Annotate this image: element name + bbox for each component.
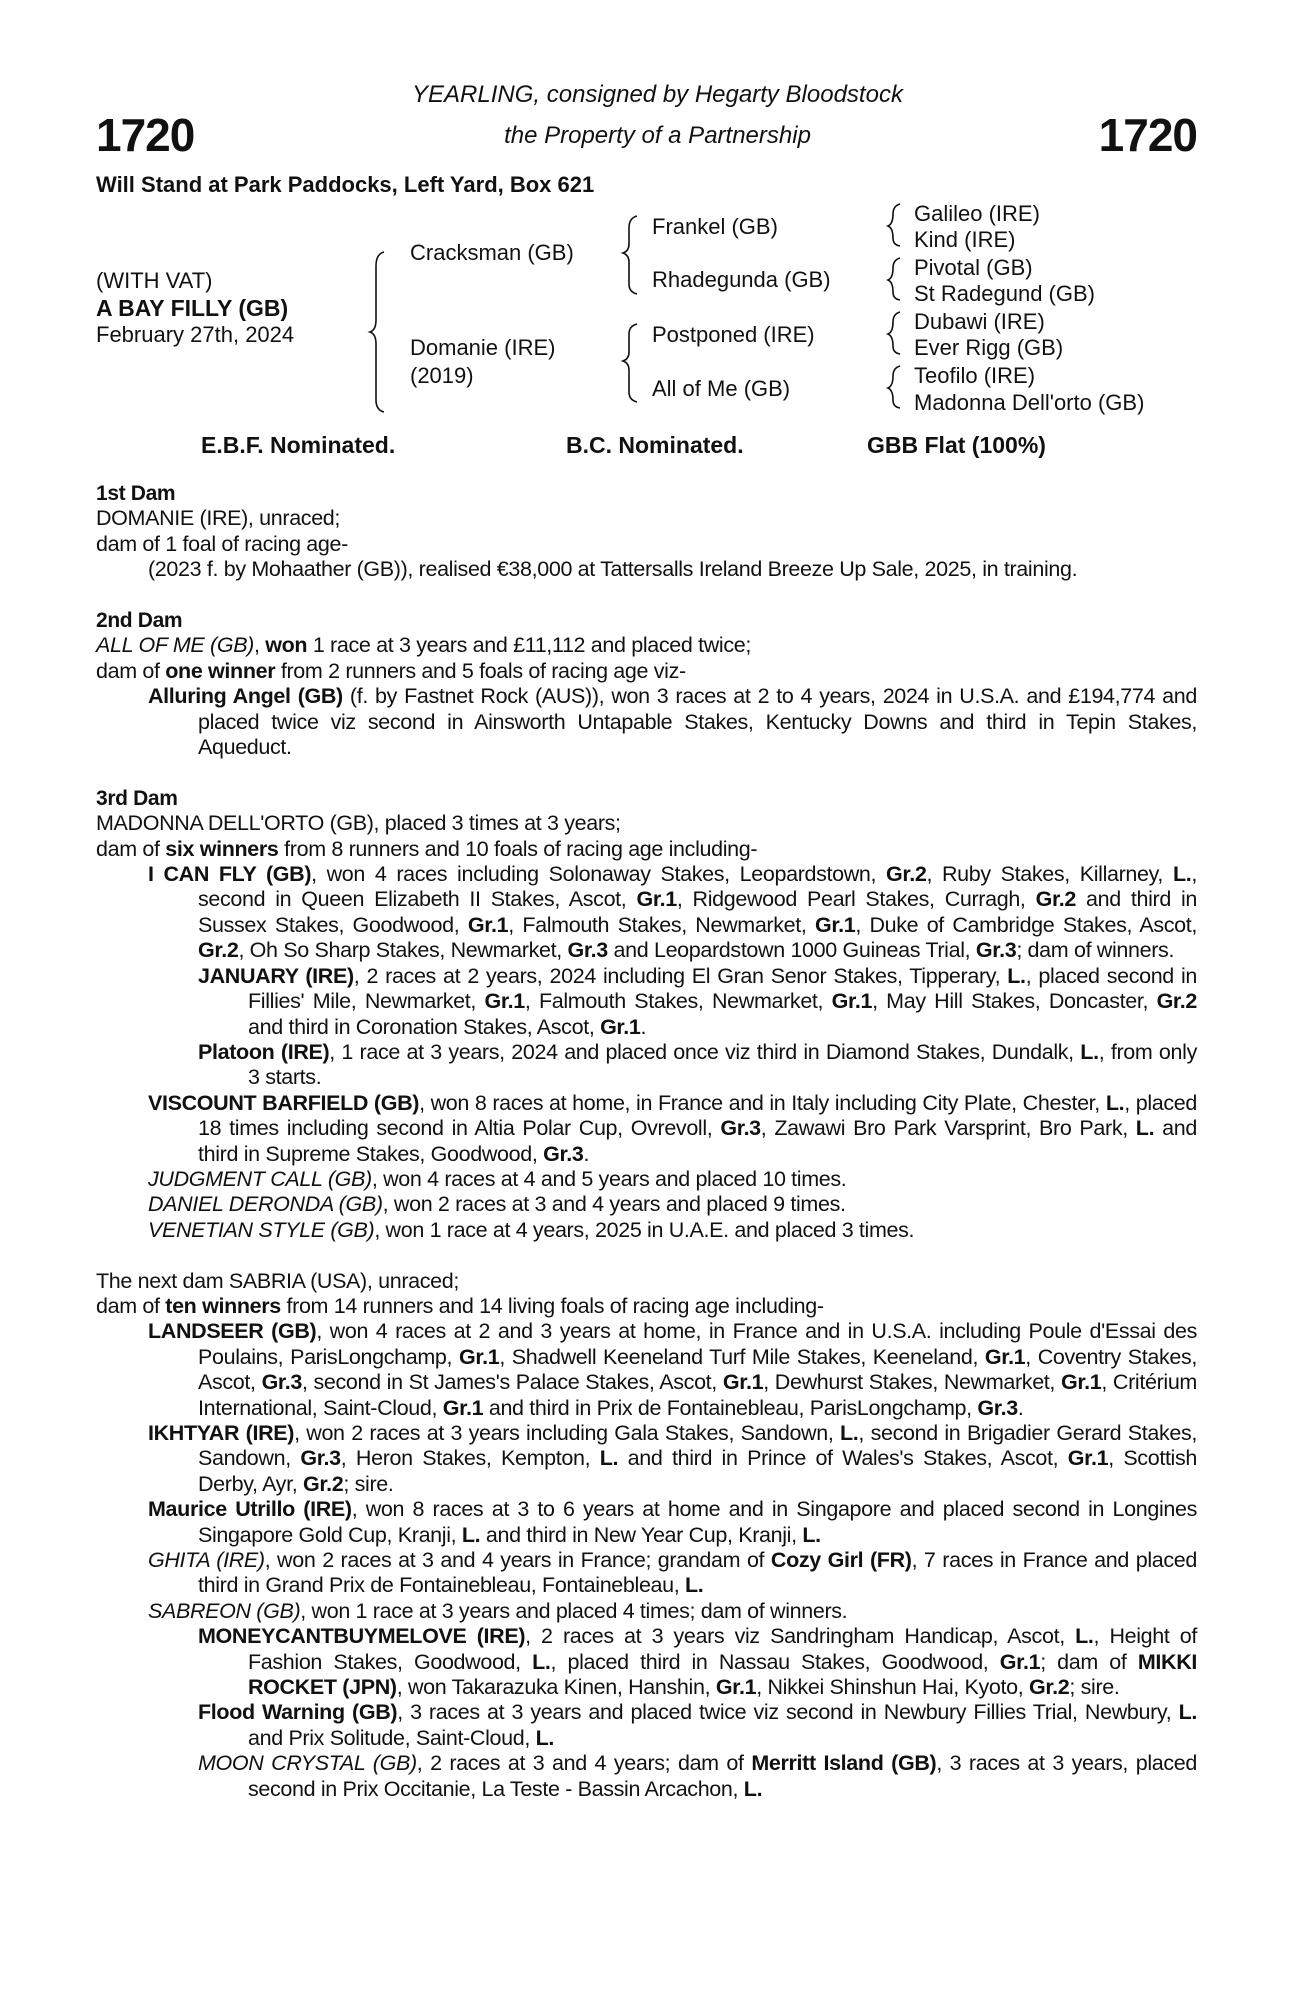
section-heading: 3rd Dam	[96, 786, 178, 810]
text: and Leopardstown 1000 Guineas Trial,	[607, 938, 976, 963]
brace-gg2	[888, 258, 900, 300]
bold-text: Maurice Utrillo (IRE)	[148, 1497, 352, 1522]
text: , won 2 races at 3 and 4 years and placed 9 times.	[382, 1192, 846, 1217]
text: , won 1 race at 3 years and placed 4 times; dam of winners.	[300, 1598, 848, 1623]
text: , 2 races at 3 and 4 years; dam of	[416, 1751, 752, 1776]
text: (f. by Fastnet Rock (AUS)), won 3 races at 2 to 4 years, 2024 in U.S.A. and £194,774 and placed twice viz second in Ainsworth Untapable Stakes, Kentucky Downs and third in Tepin Stakes, Aqueduct.	[198, 684, 1197, 760]
text: , Height of Fashion Stakes, Goodwood,	[248, 1624, 1198, 1674]
text: and third in Sussex Stakes, Goodwood,	[198, 887, 1197, 937]
bold-text: Gr.1	[715, 1675, 757, 1700]
consignor-line: YEARLING, consigned by Hegarty Bloodstock	[412, 81, 903, 108]
bold-text: MIKKI ROCKET (JPN)	[248, 1649, 1198, 1700]
text: , placed second in Fillies' Mile, Newmarket,	[248, 963, 1198, 1014]
text: , Heron Stakes, Kempton,	[340, 1446, 600, 1471]
text: , Shadwell Keeneland Turf Mile Stakes, Keeneland,	[499, 1344, 985, 1369]
text: ; sire.	[343, 1471, 394, 1496]
italic-text: MOON CRYSTAL (GB)	[198, 1751, 417, 1776]
gg-1: Galileo (IRE)	[914, 201, 1040, 226]
bold-text: Gr.1	[442, 1395, 484, 1420]
bold-text: L.	[1007, 963, 1026, 988]
text: ; dam of winners.	[1016, 938, 1175, 963]
text: , Ruby Stakes, Killarney,	[926, 862, 1173, 887]
text: dam of 1 foal of racing age-	[96, 531, 348, 556]
text: , won 4 races at 2 and 3 years at home, in France and in U.S.A. including Poule d'Essai des Poulains, ParisLongchamp,	[198, 1319, 1197, 1369]
bold-text: Gr.1	[984, 1344, 1026, 1369]
foaling-date: February 27th, 2024	[96, 322, 295, 347]
bc-nomination: B.C. Nominated.	[566, 432, 744, 458]
text: DOMANIE (IRE), unraced;	[96, 506, 341, 531]
gg-7: Teofilo (IRE)	[914, 363, 1036, 388]
gbb-flat: GBB Flat (100%)	[867, 432, 1046, 458]
text: , Oh So Sharp Stakes, Newmarket,	[238, 938, 568, 963]
dam-dam: All of Me (GB)	[652, 376, 791, 401]
text: , won 1 race at 4 years, 2025 in U.A.E. and placed 3 times.	[374, 1217, 915, 1242]
bold-text: L.	[1135, 1116, 1155, 1141]
produce-record	[96, 659, 1197, 684]
text: , won Takarazuka Kinen, Hanshin,	[396, 1675, 716, 1700]
brace-gg3	[888, 312, 900, 354]
text: ,	[254, 633, 266, 658]
bold-text: Gr.3	[977, 1395, 1018, 1420]
text: , placed 18 times including second in Altia Polar Cup, Ovrevoll,	[198, 1090, 1197, 1141]
bold-text: L.	[1080, 1039, 1099, 1064]
bold-text: Gr.3	[543, 1141, 584, 1166]
gg-4: St Radegund (GB)	[914, 281, 1095, 306]
text: , Dewhurst Stakes, Newmarket,	[763, 1370, 1061, 1395]
text: MADONNA DELL'ORTO (GB), placed 3 times at 3 years;	[96, 811, 621, 836]
sire-dam: Rhadegunda (GB)	[652, 267, 831, 292]
bold-text: Gr.3	[567, 938, 608, 963]
text: and third in Prix de Fontainebleau, ParisLongchamp,	[483, 1395, 978, 1420]
lot-number-left: 1720	[96, 109, 195, 161]
text: , Falmouth Stakes, Newmarket,	[508, 912, 815, 937]
sire-sire: Frankel (GB)	[652, 214, 778, 239]
brace-gg1	[888, 204, 900, 246]
dam-section	[96, 481, 1197, 583]
produce-record	[96, 532, 1197, 557]
gg-2: Kind (IRE)	[914, 227, 1016, 252]
text: , Ridgewood Pearl Stakes, Curragh,	[676, 887, 1036, 912]
text: , 7 races in France and placed third in Grand Prix de Fontainebleau, Fontainebleau,	[198, 1548, 1197, 1598]
dam-section	[96, 608, 1197, 760]
bold-text: Gr.2	[1156, 989, 1197, 1014]
bold-text: won	[265, 633, 308, 658]
bold-text: one winner	[165, 658, 276, 683]
brace-sire	[623, 216, 637, 294]
produce-record	[96, 1497, 1197, 1548]
text: , second in Brigadier Gerard Stakes, Sandown,	[198, 1420, 1197, 1471]
bold-text: Gr.2	[1035, 887, 1077, 912]
bold-text: Platoon (IRE)	[198, 1039, 330, 1064]
bold-text: Flood Warning (GB)	[198, 1700, 398, 1725]
text: and third in Prince of Wales's Stakes, Ascot,	[618, 1446, 1068, 1471]
bold-text: six winners	[165, 836, 279, 861]
bold-text: L.	[685, 1573, 704, 1598]
produce-record	[96, 684, 1197, 760]
text: ; sire.	[1069, 1675, 1120, 1700]
text: The next dam SABRIA (USA), unraced;	[96, 1268, 459, 1293]
catalogue-body	[96, 481, 1197, 1827]
text: , Scottish Derby, Ayr,	[198, 1446, 1197, 1496]
bold-text: LANDSEER (GB)	[148, 1319, 317, 1344]
text: , Zawawi Bro Park Varsprint, Bro Park,	[760, 1116, 1136, 1141]
bold-text: L.	[1075, 1624, 1094, 1649]
property-line: the Property of a Partnership	[504, 122, 811, 149]
text: , 3 races at 3 years and placed twice viz second in Newbury Fillies Trial, Newbury,	[397, 1700, 1179, 1725]
produce-record	[96, 1599, 1197, 1624]
bold-text: L.	[1172, 862, 1192, 887]
dam-year: (2019)	[410, 363, 474, 388]
text: , 1 race at 3 years, 2024 and placed once viz third in Diamond Stakes, Dundalk,	[329, 1039, 1081, 1064]
bold-text: Gr.1	[458, 1344, 500, 1369]
gg-5: Dubawi (IRE)	[914, 309, 1045, 334]
bold-text: L.	[1105, 1090, 1125, 1115]
produce-record	[96, 557, 1197, 582]
bold-text: Gr.1	[999, 1649, 1041, 1674]
bold-text: Alluring Angel (GB)	[148, 684, 343, 709]
bold-text: Gr.3	[300, 1446, 341, 1471]
bold-text: Cozy Girl (FR)	[770, 1548, 912, 1573]
produce-record	[96, 1167, 1197, 1192]
bold-text: I CAN FLY (GB)	[148, 862, 312, 887]
produce-record	[96, 1040, 1197, 1091]
text: , won 2 races at 3 and 4 years in France; grandam of	[264, 1548, 771, 1573]
bold-text: L.	[802, 1522, 821, 1547]
bold-text: Gr.2	[198, 938, 239, 963]
text: and third in New Year Cup, Kranji,	[480, 1522, 803, 1547]
text: .	[583, 1141, 590, 1166]
italic-text: ALL OF ME (GB)	[96, 633, 254, 658]
dam-sire: Postponed (IRE)	[652, 322, 815, 347]
produce-record	[96, 1218, 1197, 1243]
bold-text: Gr.1	[636, 887, 677, 912]
text: ; dam of	[1040, 1649, 1138, 1674]
bold-text: L.	[1178, 1700, 1197, 1725]
section-heading: 2nd Dam	[96, 609, 183, 633]
text: from 8 runners and 10 foals of racing age including-	[278, 836, 758, 861]
produce-record	[96, 1624, 1197, 1700]
text: , won 4 races including Solonaway Stakes, Leopardstown,	[311, 862, 887, 887]
text: 1 race at 3 years and £11,112 and placed twice;	[307, 633, 751, 658]
gg-8: Madonna Dell'orto (GB)	[914, 390, 1145, 415]
text: .	[1017, 1395, 1024, 1420]
bold-text: Gr.1	[722, 1370, 764, 1395]
italic-text: DANIEL DERONDA (GB)	[148, 1192, 383, 1217]
vat-note: (WITH VAT)	[96, 268, 213, 293]
text: , Nikkei Shinshun Hai, Kyoto,	[756, 1675, 1029, 1700]
bold-text: Gr.3	[720, 1116, 761, 1141]
brace-gg4	[888, 366, 900, 408]
bold-text: Gr.1	[600, 1014, 641, 1039]
text: , won 4 races at 4 and 5 years and placed 10 times.	[371, 1166, 847, 1191]
bold-text: Gr.3	[261, 1370, 302, 1395]
bold-text: Merritt Island (GB)	[751, 1751, 937, 1776]
text: , from only 3 starts.	[248, 1039, 1197, 1090]
text: , second in St James's Palace Stakes, Ascot,	[302, 1370, 723, 1395]
produce-record	[96, 811, 1197, 836]
bold-text: L.	[743, 1776, 763, 1801]
brace-main	[370, 252, 384, 412]
dam-section	[96, 786, 1197, 1243]
bold-text: L.	[532, 1649, 551, 1674]
text: , Duke of Cambridge Stakes, Ascot,	[855, 912, 1197, 937]
stand-location: Will Stand at Park Paddocks, Left Yard, Box 621	[96, 172, 595, 197]
bold-text: Gr.2	[302, 1471, 344, 1496]
section-heading: 1st Dam	[96, 482, 176, 505]
bold-text: ten winners	[165, 1293, 281, 1318]
text: , 2 races at 3 years viz Sandringham Handicap, Ascot,	[525, 1624, 1076, 1649]
text: , Falmouth Stakes, Newmarket,	[524, 989, 832, 1014]
text: dam of	[96, 658, 166, 683]
text: , May Hill Stakes, Doncaster,	[872, 989, 1157, 1014]
produce-record	[96, 862, 1197, 964]
italic-text: JUDGMENT CALL (GB)	[148, 1166, 372, 1191]
bold-text: Gr.2	[1028, 1675, 1070, 1700]
produce-record	[96, 1091, 1197, 1167]
text: , won 2 races at 3 years including Gala Stakes, Sandown,	[294, 1420, 840, 1445]
ebf-nomination: E.B.F. Nominated.	[201, 432, 396, 458]
gg-3: Pivotal (GB)	[914, 255, 1033, 280]
text: , 3 races at 3 years, placed second in Prix Occitanie, La Teste - Bassin Arcachon,	[248, 1751, 1197, 1801]
bold-text: Gr.1	[831, 989, 873, 1014]
bold-text: Gr.3	[975, 938, 1017, 963]
pedigree-brackets	[0, 0, 1315, 460]
text: , second in Queen Elizabeth II Stakes, Ascot,	[198, 862, 1197, 912]
bold-text: L.	[461, 1522, 481, 1547]
bold-text: L.	[599, 1446, 619, 1471]
gg-6: Ever Rigg (GB)	[914, 335, 1064, 360]
text: , won 8 races at 3 to 6 years at home and in Singapore and placed second in Longines Singapore Gold Cup, Kranji,	[198, 1497, 1197, 1547]
bold-text: Gr.1	[1060, 1370, 1102, 1395]
bold-text: Gr.1	[1067, 1446, 1109, 1471]
italic-text: SABREON (GB)	[148, 1598, 301, 1623]
bold-text: MONEYCANTBUYMELOVE (IRE)	[198, 1624, 526, 1649]
produce-record	[96, 1548, 1197, 1599]
dam: Domanie (IRE)	[410, 335, 556, 360]
bold-text: VISCOUNT BARFIELD (GB)	[148, 1090, 420, 1115]
text: and third in Coronation Stakes, Ascot,	[248, 1014, 601, 1039]
bold-text: Gr.2	[886, 862, 927, 887]
text: from 2 runners and 5 foals of racing age viz-	[275, 658, 686, 683]
produce-record	[96, 1269, 1197, 1294]
dam-section	[96, 1269, 1197, 1803]
text: (2023 f. by Mohaather (GB)), realised €38,000 at Tattersalls Ireland Breeze Up Sale, 2025, in training.	[148, 557, 1078, 582]
bold-text: L.	[535, 1725, 554, 1750]
text: , won 8 races at home, in France and in Italy including City Plate, Chester,	[419, 1090, 1106, 1115]
text: , Coventry Stakes, Ascot,	[198, 1344, 1197, 1395]
bold-text: Gr.1	[467, 912, 509, 937]
produce-record	[96, 1192, 1197, 1217]
text: dam of	[96, 1293, 166, 1318]
bold-text: Gr.1	[814, 912, 856, 937]
lot-number-right: 1720	[1098, 109, 1197, 161]
text: and Prix Solitude, Saint-Cloud,	[248, 1725, 536, 1750]
produce-record	[96, 1751, 1197, 1802]
text: and third in Supreme Stakes, Goodwood,	[198, 1116, 1197, 1166]
produce-record	[96, 1294, 1197, 1319]
sire: Cracksman (GB)	[410, 240, 574, 265]
produce-record	[96, 964, 1197, 1040]
text: , 2 races at 2 years, 2024 including El Gran Senor Stakes, Tipperary,	[353, 963, 1008, 988]
horse-name: A BAY FILLY (GB)	[96, 295, 289, 321]
italic-text: GHITA (IRE)	[148, 1548, 265, 1573]
produce-record	[96, 837, 1197, 862]
text: , placed third in Nassau Stakes, Goodwood,	[550, 1649, 1000, 1674]
produce-record	[96, 633, 1197, 658]
bold-text: Gr.1	[484, 989, 525, 1014]
bold-text: JANUARY (IRE)	[198, 963, 354, 988]
bold-text: IKHTYAR (IRE)	[148, 1420, 295, 1445]
produce-record	[96, 1319, 1197, 1421]
text: .	[640, 1014, 647, 1039]
bold-text: L.	[840, 1420, 859, 1445]
brace-dam	[623, 324, 637, 402]
produce-record	[96, 1700, 1197, 1751]
produce-record	[96, 506, 1197, 531]
italic-text: VENETIAN STYLE (GB)	[148, 1217, 375, 1242]
text: from 14 runners and 14 living foals of racing age including-	[280, 1293, 824, 1318]
produce-record	[96, 1421, 1197, 1497]
text: dam of	[96, 836, 166, 861]
text: , Critérium International, Saint-Cloud,	[198, 1370, 1197, 1420]
